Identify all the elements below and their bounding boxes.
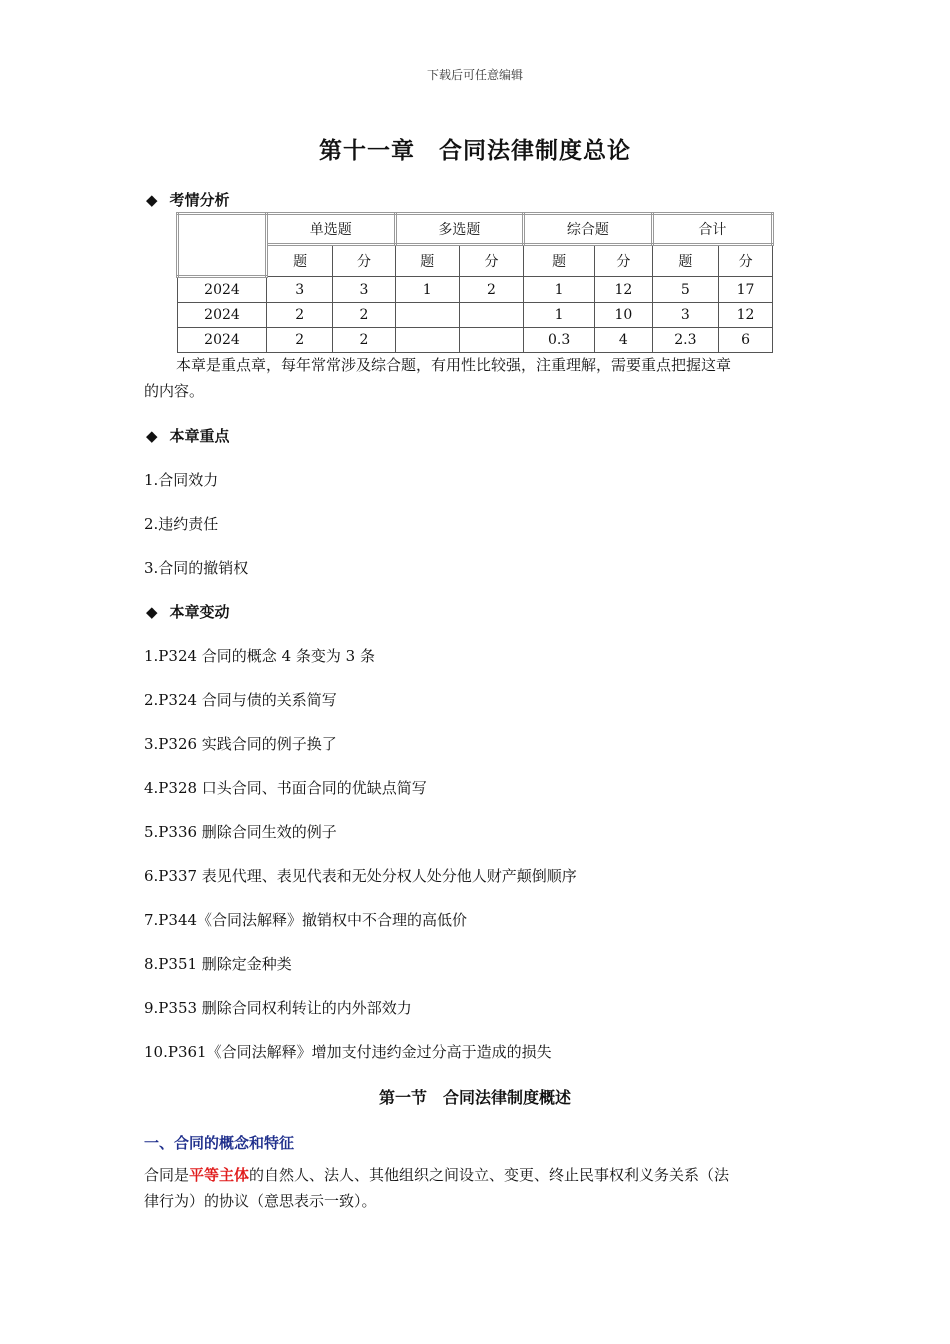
table-cell: 3 [333,277,395,303]
table-cell: 1 [395,277,459,303]
table-cell: 12 [719,303,773,328]
key-points-heading-label: 本章重点 [169,427,230,445]
table-cell: 10 [595,303,653,328]
table-cell: 4 [595,328,653,353]
table-cell: 2 [333,303,395,328]
table-corner-cell [178,214,267,277]
list-item: 9.P353 删除合同权利转让的内外部效力 [144,999,412,1017]
table-subheader: 题 [395,245,459,277]
table-cell [459,303,523,328]
table-cell: 3 [652,303,718,328]
table-group-header: 单选题 [267,214,396,245]
table-cell: 2024 [178,277,267,303]
list-item: 3.P326 实践合同的例子换了 [144,735,337,753]
table-subheader: 题 [524,245,595,277]
table-row [178,277,773,303]
list-item: 1.P324 合同的概念 4 条变为 3 条 [144,647,375,665]
table-cell: 2024 [178,328,267,353]
table-cell: 2 [267,328,333,353]
definition-line1 [144,1162,810,1188]
table-cell: 0.3 [524,328,595,353]
key-points-heading [146,425,230,446]
table-group-header: 综合题 [524,214,653,245]
list-item: 3.合同的撤销权 [144,559,249,577]
table-row [178,303,773,328]
diamond-icon: ◆ [146,603,158,621]
changes-heading-label: 本章变动 [169,603,230,621]
chapter-note-line1: 本章是重点章，每年常常涉及综合题，有用性比较强，注重理解，需要重点把握这章 [176,356,732,374]
table-cell: 6 [719,328,773,353]
list-item: 4.P328 口头合同、书面合同的优缺点简写 [144,779,427,797]
table-cell: 2024 [178,303,267,328]
definition-prefix: 合同是 [144,1166,190,1184]
list-item: 1.合同效力 [144,471,219,489]
list-item: 6.P337 表见代理、表见代表和无处分权人处分他人财产颠倒顺序 [144,867,577,885]
chapter-note-line2: 的内容。 [144,382,205,400]
table-subheader: 题 [267,245,333,277]
table-subheader: 分 [333,245,395,277]
table-row [178,328,773,353]
exam-analysis-heading-label: 考情分析 [169,191,230,209]
table-cell: 5 [652,277,718,303]
table-cell: 12 [595,277,653,303]
section-title: 第一节 合同法律制度概述 [378,1088,571,1107]
table-group-header: 合计 [652,214,772,245]
table-cell: 1 [524,277,595,303]
table-group-header: 多选题 [395,214,524,245]
definition-line2: 律行为）的协议（意思表示一致）。 [144,1192,377,1210]
highlight-text: 平等主体 [189,1166,250,1184]
list-item: 10.P361《合同法解释》增加支付违约金过分高于造成的损失 [144,1043,552,1061]
list-item: 8.P351 删除定金种类 [144,955,292,973]
table-cell [395,303,459,328]
table-cell: 17 [719,277,773,303]
table-subheader: 分 [595,245,653,277]
table-cell: 2 [333,328,395,353]
table-cell: 3 [267,277,333,303]
table-cell: 2.3 [652,328,718,353]
table-cell: 1 [524,303,595,328]
list-item: 5.P336 删除合同生效的例子 [144,823,337,841]
table-cell: 2 [267,303,333,328]
diamond-icon: ◆ [146,427,158,445]
table-cell: 2 [459,277,523,303]
table-subheader: 分 [459,245,523,277]
exam-stats-table [176,212,774,353]
sub-heading: 一、合同的概念和特征 [144,1134,295,1152]
definition-rest: 的自然人、法人、其他组织之间设立、变更、终止民事权利义务关系（法 [249,1166,730,1184]
header-note: 下载后可任意编辑 [426,68,523,82]
page-title: 第十一章 合同法律制度总论 [319,138,631,164]
table-subheader: 分 [719,245,773,277]
changes-heading [146,601,230,622]
list-item: 2.P324 合同与债的关系简写 [144,691,337,709]
chapter-note [144,352,810,404]
table-cell [395,328,459,353]
table-subheader: 题 [652,245,718,277]
table-cell [459,328,523,353]
definition-paragraph [144,1162,810,1214]
diamond-icon: ◆ [146,191,158,209]
list-item: 2.违约责任 [144,515,219,533]
exam-analysis-heading [146,189,230,210]
list-item: 7.P344《合同法解释》撤销权中不合理的高低价 [144,911,468,929]
